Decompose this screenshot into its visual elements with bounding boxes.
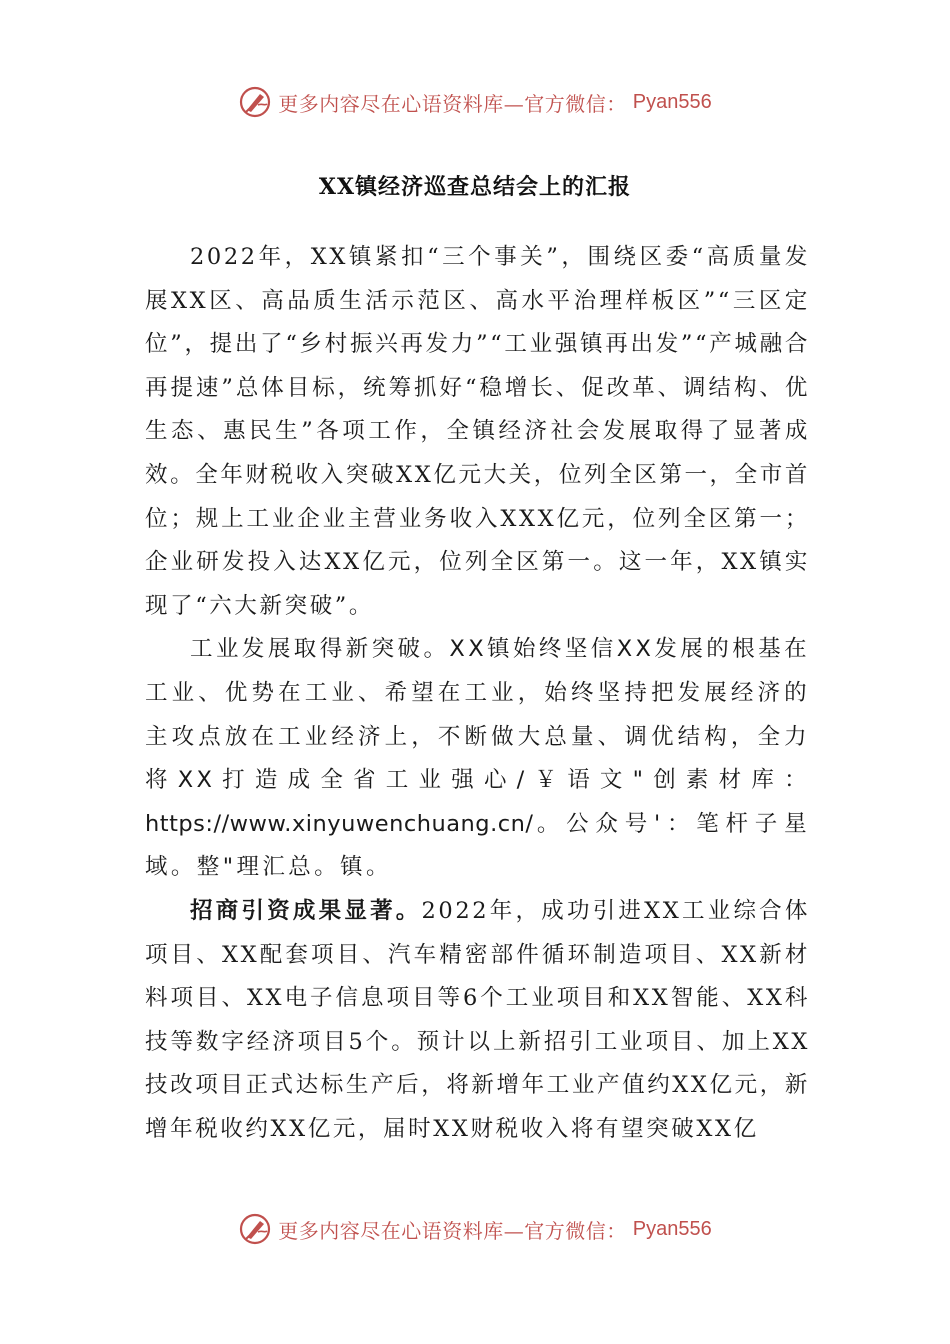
paragraph-3-text: 2022年，成功引进XX工业综合体项目、XX配套项目、汽车精密部件循环制造项目、XX新材料项目、XX电子信息项目等6个工业项目和XX智能、XX科技等数字经济项目5个。预计以上新招引工业项目、加上XX技改项目正式达标生产后，将新增年工业产值约XX亿元，新增年税收约XX亿元，届时XX财税收入将有望突破XX亿 [145,897,810,1142]
watermark-text: 更多内容尽在心语资料库—官方微信： [278,91,627,116]
source-url-link[interactable]: https://www.xinyuwenchuang.cn/ [145,810,534,837]
document-title: XX镇经济巡查总结会上的汇报 [318,174,632,200]
watermark-footer [0,1209,950,1249]
paragraph-3-lead: 招商引资成果显著。 [190,897,422,924]
paragraph-2-tail: 。公众号'：笔杆子星域。整"理汇总。镇。 [145,810,810,881]
paragraph-1 [145,236,810,628]
paragraph-1-text: 2022年，XX镇紧扣“三个事关”，围绕区委“高质量发展XX区、高品质生活示范区、高水平治理样板区”“三区定位”，提出了“乡村振兴再发力”“工业强镇再出发”“产城融合再提速”总体目标，统筹抓好“稳增长、促改革、调结构、优生态、惠民生”各项工作，全镇经济社会发展取得了显著成效。全年财税收入突破XX亿元大关，位列全区第一，全市首位；规上工业企业主营业务收入XXX亿元，位列全区第一；企业研发投入达XX亿元，位列全区第一。这一年，XX镇实现了“六大新突破”。 [145,244,810,619]
quill-logo-icon [238,1212,272,1246]
quill-logo-icon [238,85,272,119]
watermark-wechat-id: Pyan556 [632,90,712,113]
watermark-wechat-id: Pyan556 [632,1217,712,1240]
watermark-text: 更多内容尽在心语资料库—官方微信： [278,1218,627,1243]
paragraph-3 [145,890,810,1152]
document-body [145,236,810,1151]
paragraph-2 [145,628,810,890]
watermark-header [0,82,950,122]
paragraph-2-text: 工业发展取得新突破。XX镇始终坚信XX发展的根基在工业、优势在工业、希望在工业，始终坚持把发展经济的主攻点放在工业经济上，不断做大总量、调优结构，全力将XX打造成全省工业强心/￥语文"创素材库： [145,636,810,794]
